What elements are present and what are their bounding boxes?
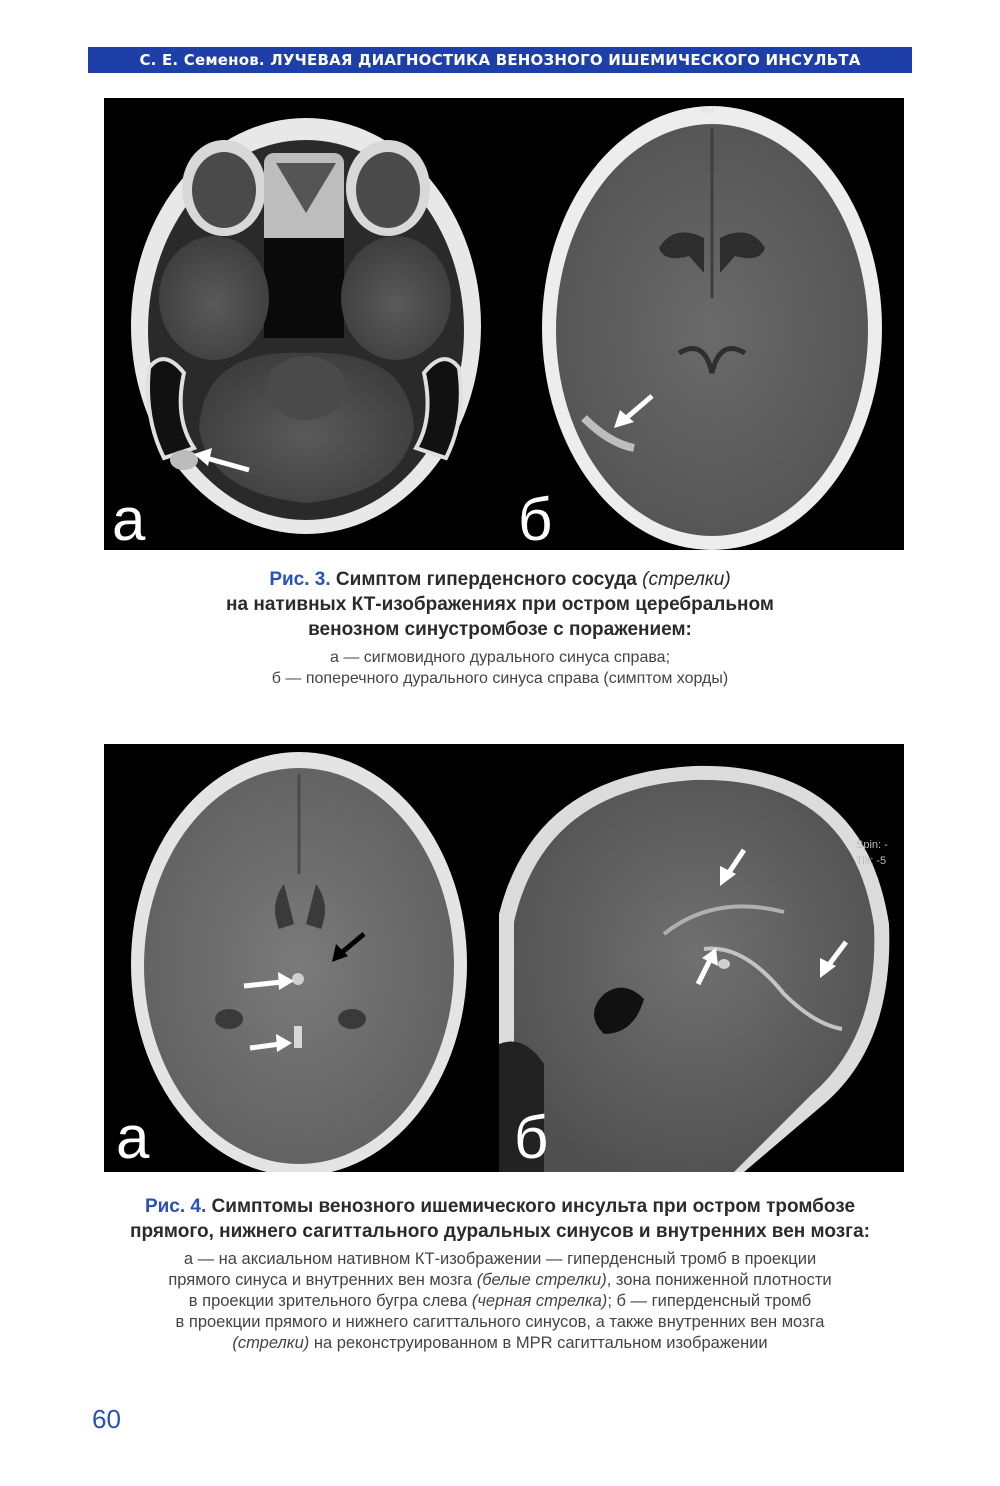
caption-line: прямого синуса и внутренних вен мозга	[168, 1271, 477, 1289]
ct-panel-a-axial	[131, 752, 467, 1172]
caption-line: б — поперечного дурального синуса справа (симптом хорды)	[271, 670, 729, 687]
figure-4-scans	[104, 744, 904, 1172]
panel-label-a: а	[116, 1104, 150, 1171]
figure-4-image	[104, 744, 904, 1172]
figure-4-label: Рис. 4.	[144, 1196, 207, 1217]
figure-3-caption	[100, 567, 900, 689]
caption-line: , зона пониженной плотности	[606, 1271, 832, 1289]
figure-3-caption-body	[100, 647, 900, 689]
figure-3-caption-title	[100, 567, 900, 642]
caption-line: на реконструированном в MPR сагиттальном изображении	[309, 1334, 768, 1352]
page-number: 60	[92, 1404, 121, 1434]
caption-line: в проекции прямого и нижнего сагиттального синусов, а также внутренних вен мозга	[175, 1313, 825, 1331]
caption-text: на нативных КТ-изображениях при остром церебральном	[226, 594, 774, 615]
caption-italic: (белые стрелки)	[476, 1271, 607, 1289]
figure-4-caption-title	[100, 1194, 900, 1244]
caption-text: прямого, нижнего сагиттального дуральных синусов и внутренних вен мозга:	[130, 1221, 870, 1242]
panel-label-b: б	[514, 1104, 549, 1171]
figure-3-label: Рис. 3.	[269, 569, 331, 590]
running-header: С. Е. Семенов. ЛУЧЕВАЯ ДИАГНОСТИКА ВЕНОЗНОГО ИШЕМИЧЕСКОГО ИНСУЛЬТА	[88, 47, 912, 73]
caption-italic: (стрелки)	[642, 569, 731, 590]
caption-line: а — на аксиальном нативном КТ-изображении — гиперденсный тромб в проекции	[183, 1250, 817, 1268]
ct-panel-b-axial-brain	[542, 106, 882, 550]
caption-line: а — сигмовидного дурального синуса справа;	[329, 649, 671, 666]
figure-3-image	[104, 98, 904, 553]
scan-marker: AH	[700, 106, 714, 117]
caption-line: в проекции зрительного бугра слева	[188, 1292, 472, 1310]
caption-line: ; б — гиперденсный тромб	[607, 1292, 812, 1310]
figure-3-scans	[104, 98, 904, 553]
panel-label-b: б	[518, 486, 553, 553]
ct-panel-a-skull-base	[131, 118, 481, 534]
ct-panel-b-sagittal	[499, 766, 889, 1172]
caption-text: Симптом гиперденсного сосуда	[330, 569, 643, 590]
caption-italic: (черная стрелка)	[471, 1292, 608, 1310]
scan-overlay-text: Spin: -	[856, 839, 888, 851]
figure-4-caption	[100, 1194, 900, 1354]
figure-4-caption-body	[100, 1249, 900, 1354]
caption-text: Симптомы венозного ишемического инсульта при остром тромбозе	[206, 1196, 856, 1217]
caption-italic: (стрелки)	[232, 1334, 310, 1352]
caption-text: венозном синустромбозе с поражением:	[308, 619, 692, 640]
panel-label-a: а	[112, 486, 146, 553]
scan-overlay-text: Tilt: -5	[856, 855, 887, 867]
